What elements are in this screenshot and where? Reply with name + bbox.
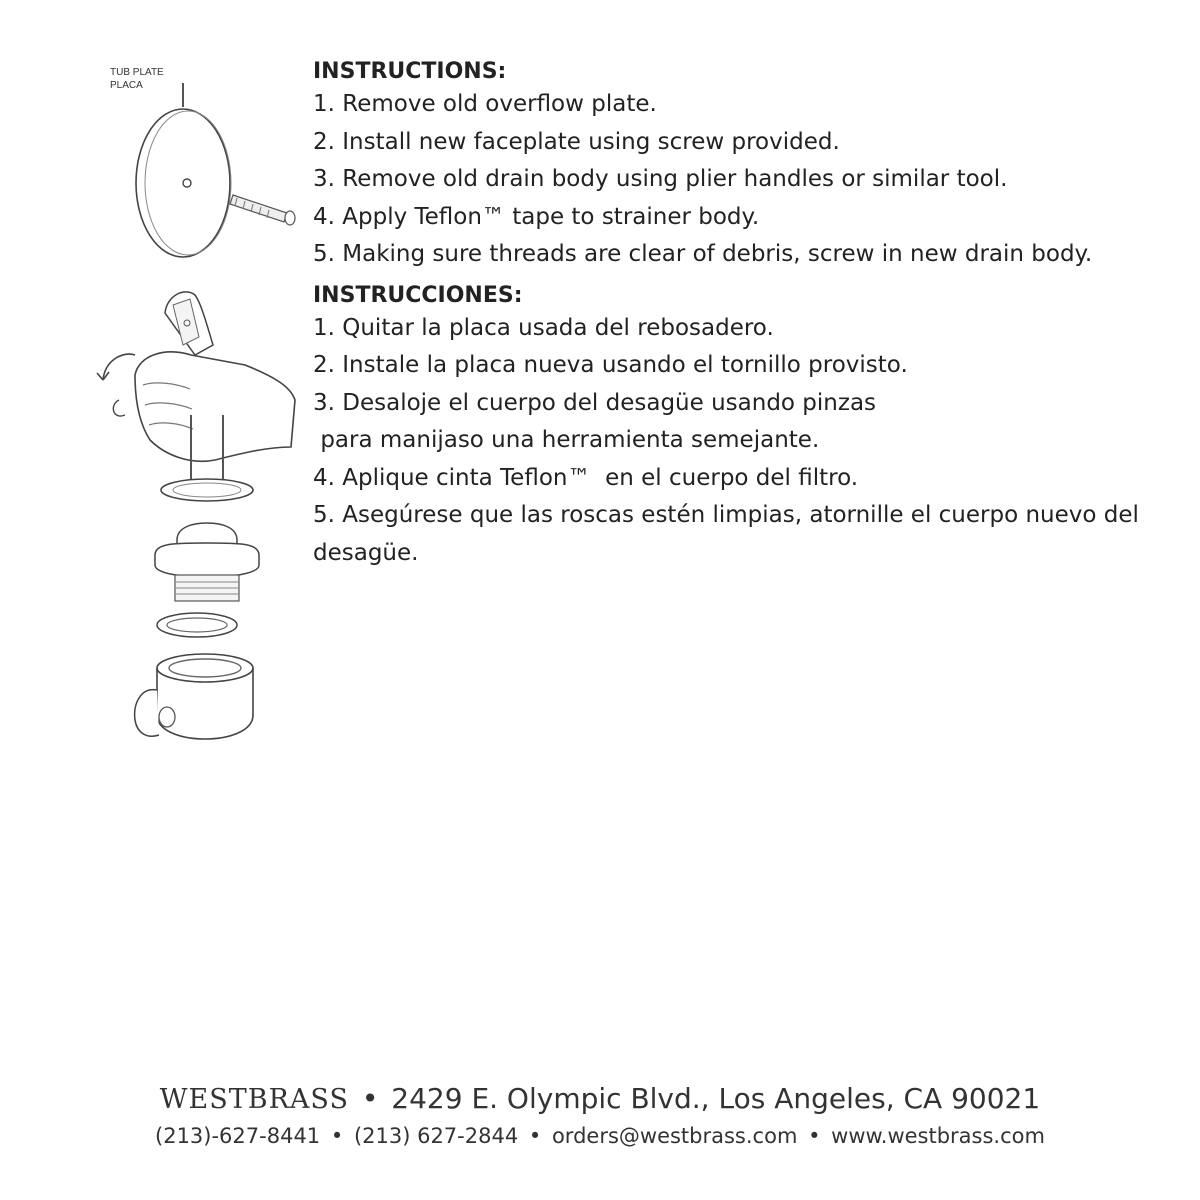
pliers-hand-drawing [97, 292, 295, 501]
instruction-step: 3. Remove old drain body using plier handles or similar tool. [313, 166, 1008, 192]
instruction-step: 2. Instale la placa nueva usando el tornillo provisto. [313, 352, 908, 378]
phone-number-1: (213)-627-8441 [155, 1124, 321, 1148]
separator: • [361, 1082, 379, 1115]
footer-contact-line [0, 1119, 1200, 1153]
instruction-step: 4. Aplique cinta Teflon™ en el cuerpo del filtro. [313, 464, 859, 491]
instruction-step: 5. Asegúrese que las roscas estén limpias, atornille el cuerpo nuevo del desagüe. [313, 502, 1147, 566]
instructions-heading-en: INSTRUCTIONS: [313, 59, 507, 84]
instruction-step: 4. Apply Teflon™ tape to strainer body. [313, 203, 760, 230]
drain-stopper-drawing [155, 523, 259, 601]
email-address: orders@westbrass.com [551, 1124, 798, 1148]
screw-drawing [230, 195, 295, 225]
instruction-step: 3. Desaloje el cuerpo del desagüe usando pinzas [313, 389, 877, 416]
separator: • [808, 1124, 821, 1148]
installation-illustration [95, 55, 310, 745]
footer-address-line [0, 1080, 1200, 1119]
instruction-step: 1. Quitar la placa usada del rebosadero. [313, 314, 774, 341]
gasket-drawing [157, 613, 237, 637]
placa-label: PLACA [110, 80, 143, 91]
instruction-step: 5. Making sure threads are clear of debris, screw in new drain body. [313, 241, 1093, 267]
instructions-list-es [313, 310, 1147, 573]
phone-number-2: (213) 627-2844 [353, 1124, 519, 1148]
company-address: 2429 E. Olympic Blvd., Los Angeles, CA 90021 [391, 1082, 1041, 1115]
tub-plate-drawing [136, 109, 231, 257]
instructions-panel [313, 58, 1147, 580]
company-footer [0, 1080, 1200, 1153]
instructions-heading-es: INSTRUCCIONES: [313, 282, 523, 308]
separator: • [330, 1124, 344, 1148]
tub-plate-label: TUB PLATE [110, 67, 164, 78]
instruction-step: para manijaso una herramienta semejante. [313, 427, 820, 453]
website-address: www.westbrass.com [831, 1124, 1045, 1148]
drain-body-drawing [135, 654, 253, 739]
instructions-list-en [313, 86, 1143, 274]
instruction-step: 1. Remove old overflow plate. [313, 91, 657, 117]
separator: • [528, 1124, 542, 1148]
instruction-step: 2. Install new faceplate using screw provided. [313, 128, 840, 155]
brand-name: WESTBRASS [159, 1084, 349, 1115]
installation-diagram [95, 55, 310, 745]
